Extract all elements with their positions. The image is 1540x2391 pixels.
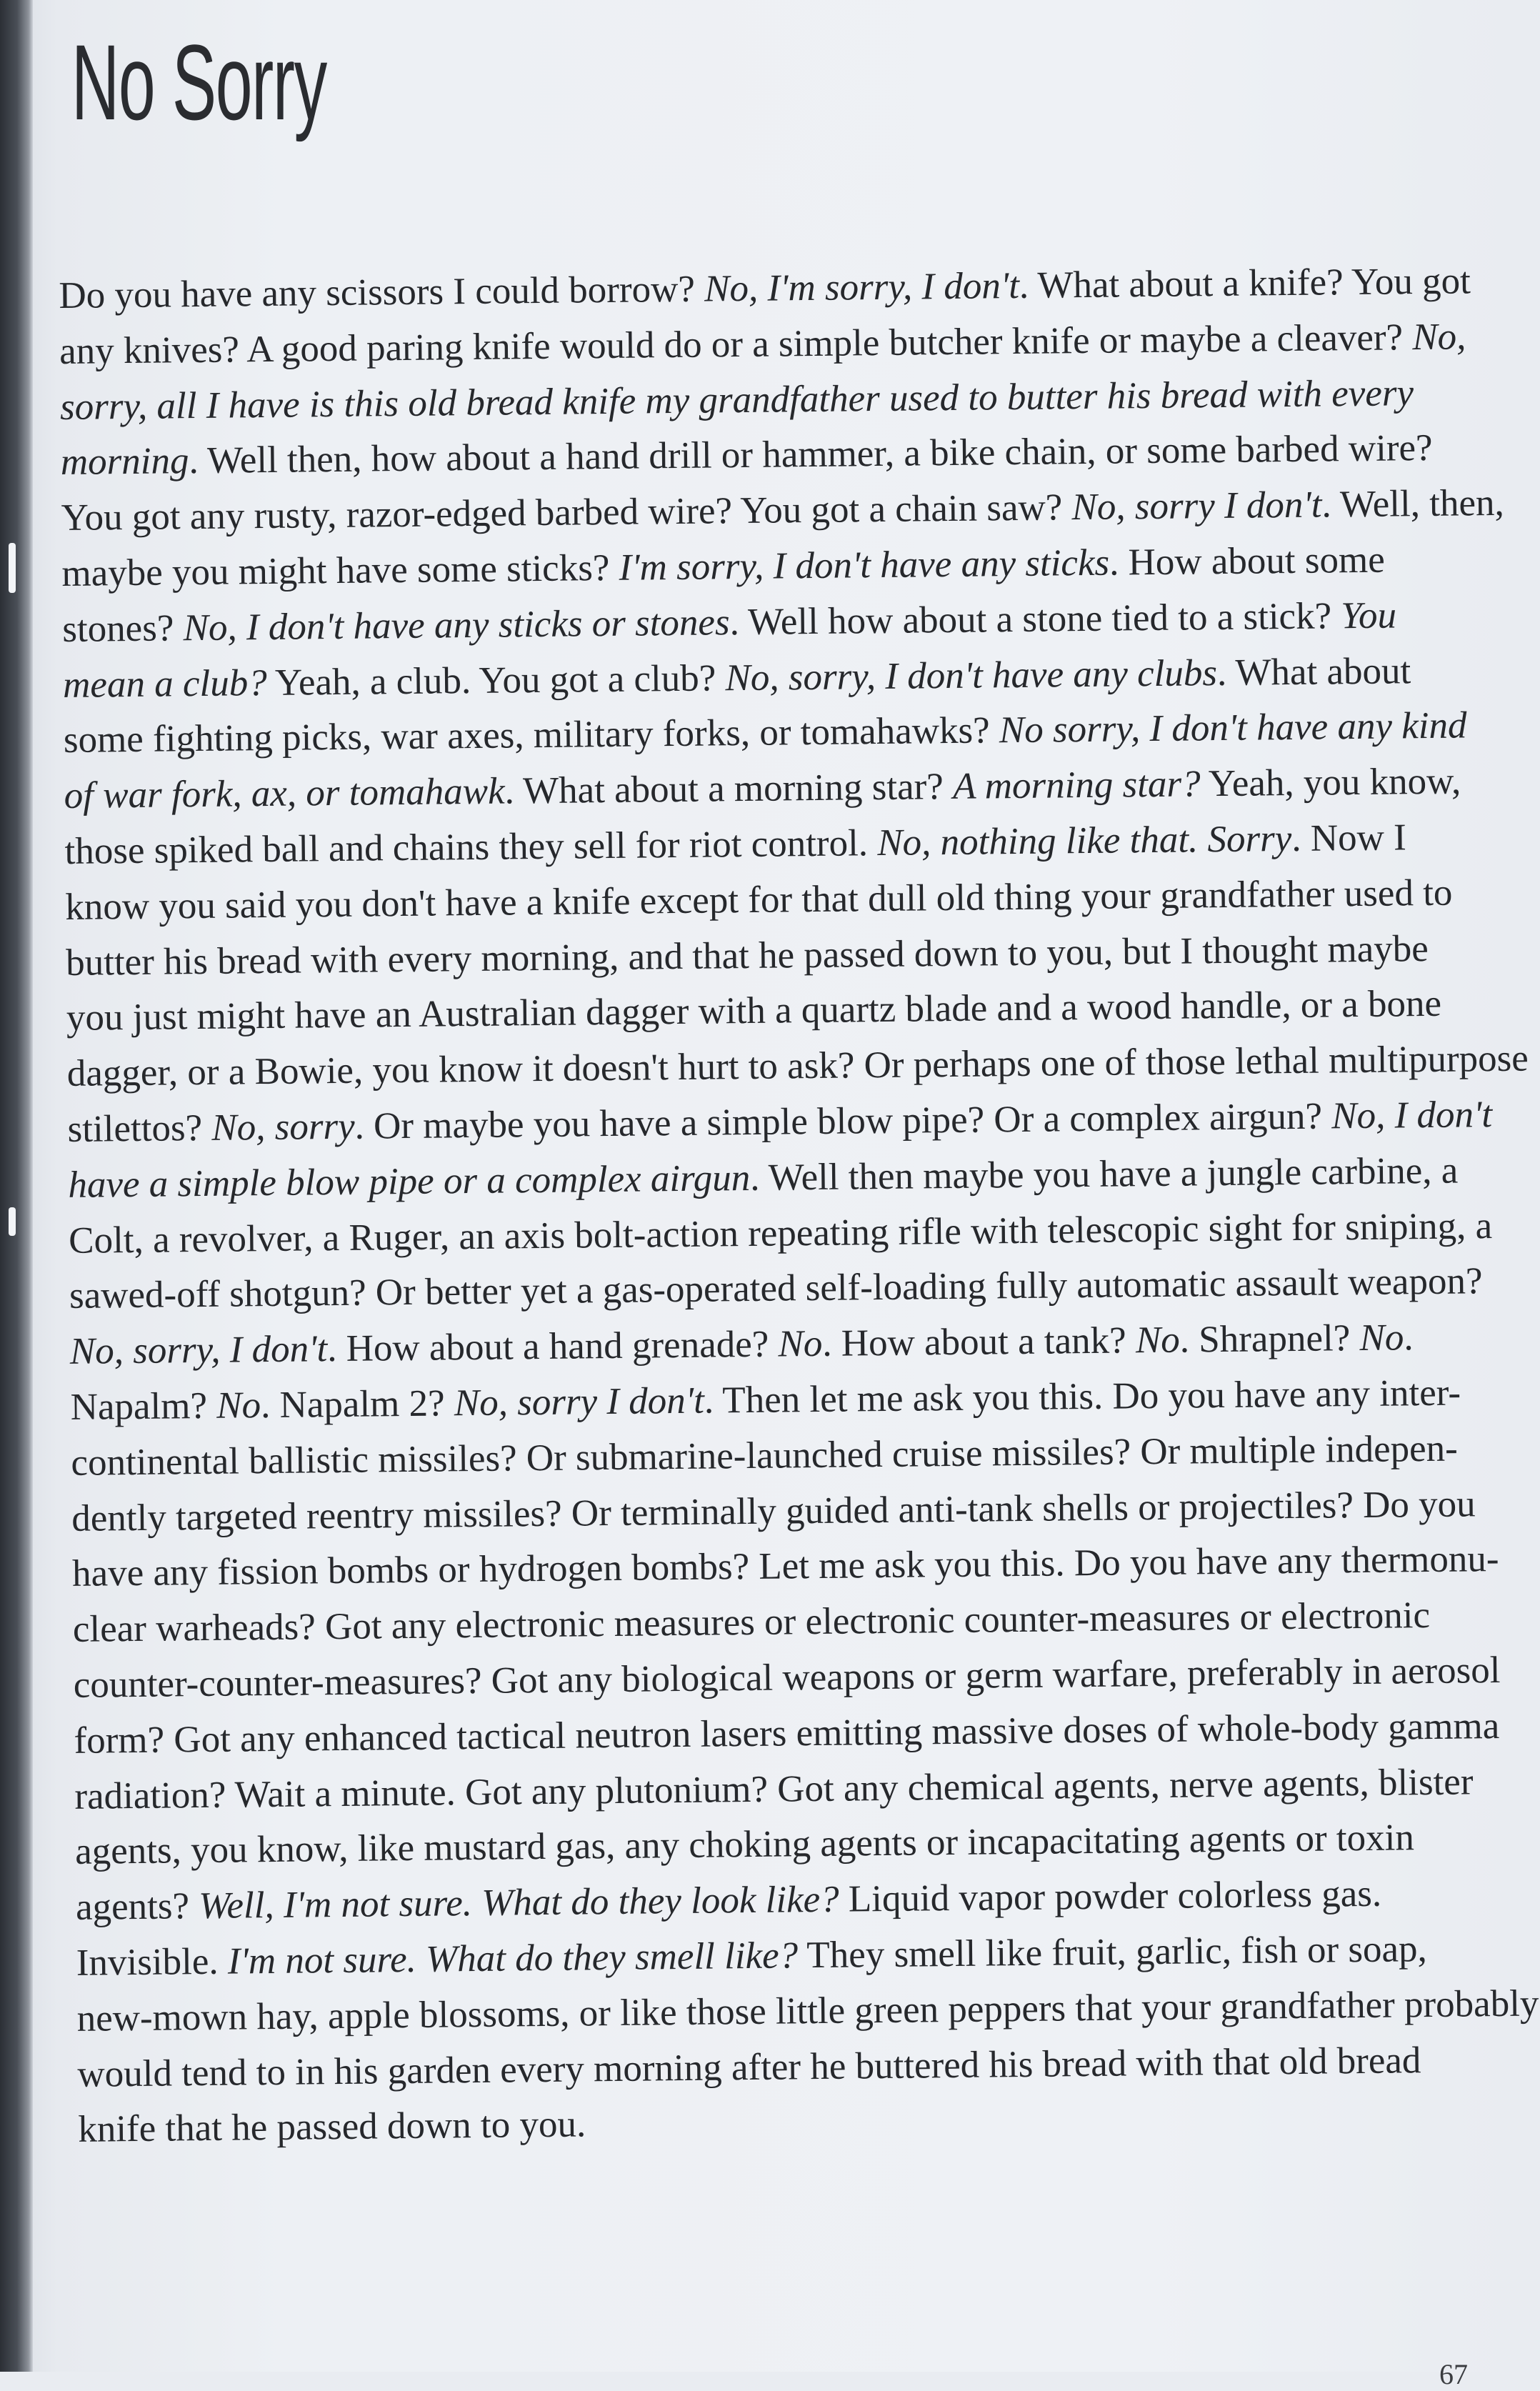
line-text: dently targeted reentry missiles? Or terminally guided anti-tank shells or projectiles? Do you [71,1482,1476,1539]
line-text: Liquid vapor powder colorless gas. [839,1872,1382,1920]
spine-highlight [9,543,16,593]
line-text: . Now I [1291,817,1407,859]
italic-reply-text: No, sorry [211,1105,355,1149]
line-text: dagger, or a Bowie, you know it doesn't hurt to ask? Or perhaps one of those lethal multipurpose [66,1037,1529,1095]
line-text: . What about a knife? You got [1019,260,1471,306]
line-text: radiation? Wait a minute. Got any plutonium? Got any chemical agents, nerve agents, blister [74,1760,1474,1817]
italic-reply-text: No [1135,1319,1181,1362]
line-text: Yeah, you know, [1200,760,1461,805]
line-text: . How about a tank? [822,1319,1136,1365]
line-text: . Well then, how about a hand drill or hammer, a bike chain, or some barbed wire? [189,427,1433,482]
line-text: stones? [61,607,184,650]
line-text: . Or maybe you have a simple blow pipe? Or a complex airgun? [354,1095,1332,1147]
italic-reply-text: No [1359,1317,1404,1359]
italic-reply-text: sorry, all I have is this old bread knife my grandfather used to butter his bread with every [59,371,1414,428]
italic-reply-text: No, nothing like that. Sorry [876,817,1292,864]
line-text: . Well, then, [1321,482,1505,526]
line-text: butter his bread with every morning, and that he passed down to you, but I thought maybe [65,927,1429,984]
italic-reply-text: No, sorry, I don't have any clubs [725,652,1218,699]
line-text: clear warheads? Got any electronic measures or electronic counter-measures or electronic [72,1594,1431,1651]
line-text: Colt, a revolver, a Ruger, an axis bolt-action repeating rifle with telescopic sight for sniping, a [68,1204,1493,1262]
italic-reply-text: No sorry, I don't have any kind [999,704,1467,752]
line-text: . What about a morning star? [504,766,954,812]
line-text: agents? [75,1885,199,1928]
line-text: agents, you know, like mustard gas, any choking agents or incapacitating agents or toxin [74,1817,1415,1873]
line-text: have any fission bombs or hydrogen bombs? Let me ask you this. Do you have any thermonu- [71,1538,1499,1595]
line-text: any knives? A good paring knife would do or a simple butcher knife or maybe a cleaver? [59,316,1413,372]
line-text: . [1403,1317,1414,1359]
line-text: . Shrapnel? [1179,1317,1360,1361]
line-text: know you said you don't have a knife except for that dull old thing your grandfather used to [65,872,1453,928]
italic-reply-text: No, sorry, I don't [69,1328,328,1373]
line-text: you just might have an Australian dagger with a quartz blade and a wood handle, or a bone [66,983,1442,1039]
line-text: some fighting picks, war axes, military forks, or tomahawks? [63,709,1000,762]
italic-reply-text: I'm sorry, I don't have any sticks [619,541,1110,589]
line-text: You got any rusty, razor-edged barbed wire? You got a chain saw? [61,486,1072,539]
italic-reply-text: of war fork, ax, or tomahawk [64,770,505,817]
italic-reply-text: have a simple blow pipe or a complex airgun [68,1157,751,1206]
italic-reply-text: No, I don't [1331,1094,1493,1137]
line-text: . What about [1216,649,1411,694]
line-text: form? Got any enhanced tactical neutron lasers emitting massive doses of whole-body gamma [74,1704,1500,1762]
line-text: stilettos? [67,1107,212,1150]
italic-reply-text: No, sorry I don't [454,1379,705,1424]
line-text: . Well how about a stone tied to a stick? [729,595,1341,643]
italic-reply-text: No [778,1323,823,1365]
line-text: Invisible. [76,1940,229,1984]
line-text: knife that he passed down to you. [77,2103,586,2151]
italic-reply-text: No, [1411,316,1466,358]
italic-reply-text: No [216,1384,261,1427]
line-text: maybe you might have some sticks? [61,546,619,594]
line-text: continental ballistic missiles? Or submarine-launched cruise missiles? Or multiple indepen- [71,1427,1459,1484]
spine-highlight [9,1207,16,1236]
italic-reply-text: mean a club? [62,662,267,706]
line-text: . Napalm 2? [260,1382,455,1427]
line-text: Do you have any scissors I could borrow? [59,268,705,316]
line-text: . Well then maybe you have a jungle carbine, a [749,1149,1459,1199]
poem-title: No Sorry [71,22,326,142]
line-text: Yeah, a club. You got a club? [266,657,726,704]
italic-reply-text: You [1341,594,1397,637]
line-text: . How about a hand grenade? [326,1323,779,1370]
line-text: counter-counter-measures? Got any biological weapons or germ warfare, preferably in aerosol [73,1649,1501,1706]
line-text: . How about some [1109,539,1386,584]
page-number: 67 [1439,2358,1468,2390]
line-text: Napalm? [70,1384,217,1428]
line-text: . Then let me ask you this. Do you have any inter- [704,1372,1461,1422]
line-text: new-mown hay, apple blossoms, or like those little green peppers that your grandfather probably [76,1982,1539,2040]
italic-reply-text: No, I don't have any sticks or stones [183,601,730,649]
poem-body [59,254,1539,2158]
italic-reply-text: No, sorry I don't [1071,484,1322,529]
italic-reply-text: morning [60,440,189,484]
book-spine [0,0,33,2372]
line-text: sawed-off shotgun? Or better yet a gas-operated self-loading fully automatic assault weapon? [69,1260,1483,1317]
italic-reply-text: No, I'm sorry, I don't [704,264,1020,310]
italic-reply-text: Well, I'm not sure. What do they look like? [198,1878,839,1927]
line-text: They smell like fruit, garlic, fish or soap, [797,1927,1428,1977]
italic-reply-text: A morning star? [952,763,1201,808]
italic-reply-text: I'm not sure. What do they smell like? [227,1935,799,1982]
line-text: would tend to in his garden every morning after he buttered his bread with that old bread [77,2039,1421,2095]
line-text: those spiked ball and chains they sell for riot control. [64,822,878,872]
